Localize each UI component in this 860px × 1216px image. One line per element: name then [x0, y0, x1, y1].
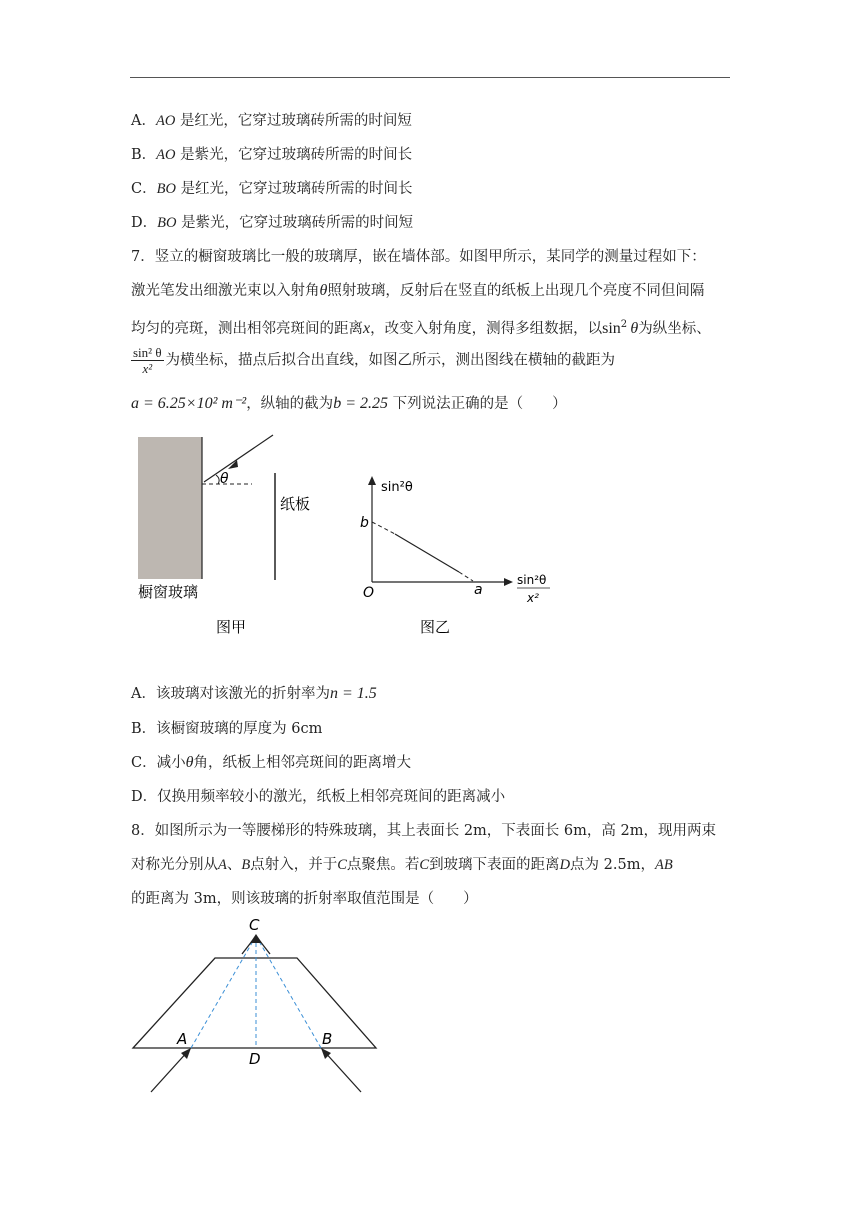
point-a-label: A — [177, 1030, 188, 1048]
figure-jia — [130, 425, 320, 640]
point-b-label: B — [322, 1030, 333, 1048]
q7-line-4: $\frac{\text{sin² θ}}{\text{x²}}$ 为横坐标，描点后拟合出直线，如图乙所示，测出图线在横轴的截距为 — [133, 345, 616, 376]
figure-yi — [355, 470, 565, 640]
figure-jia-caption: 图甲 — [216, 618, 247, 636]
fit-line — [395, 534, 459, 572]
q8-line-1: 8．如图所示为一等腰梯形的特殊玻璃，其上表面长 2m，下表面长 6m，高 2m，现用两束 — [131, 823, 716, 839]
q6-option-b: B．AO 是紫光，它穿过玻璃砖所需的时间长 — [131, 147, 413, 163]
angle-arc — [216, 475, 219, 484]
fit-line-extension-left — [372, 522, 395, 534]
q7-line-2: 激光笔发出细激光束以入射角θ照射玻璃，反射后在竖直的纸板上出现几个亮度不同但间隔 — [131, 282, 705, 299]
q7-option-c: C．减小θ角，纸板上相邻亮斑间的距离增大 — [131, 754, 411, 771]
left-dashed-ray — [191, 936, 256, 1048]
right-dashed-ray — [256, 936, 321, 1048]
q7-line-1: 7．竖立的橱窗玻璃比一般的玻璃厚，嵌在墙体部。如图甲所示，某同学的测量过程如下： — [131, 249, 706, 265]
b-label: b — [360, 515, 369, 531]
trapezoid-glass — [133, 958, 376, 1048]
glass-block — [138, 437, 202, 579]
figure-q8-trapezoid — [125, 912, 390, 1102]
q7-option-d: D．仅换用频率较小的激光，纸板上相邻亮斑间的距离减小 — [131, 789, 506, 805]
incident-ray-left — [151, 1050, 189, 1092]
fit-line-extension-right — [459, 572, 473, 581]
a-label: a — [474, 582, 483, 598]
theta-label: θ — [220, 471, 229, 487]
q7-line-5: a = 6.25×10² m⁻²，纵轴的截为b = 2.25 下列说法正确的是（ ） — [131, 395, 567, 412]
point-c-label: C — [249, 916, 260, 934]
y-axis-label: sin²θ — [381, 480, 413, 495]
y-axis-arrow — [368, 476, 376, 485]
x-axis-arrow — [504, 578, 513, 586]
q8-line-3: 的距离为 3m，则该玻璃的折射率取值范围是（ ） — [131, 891, 478, 907]
point-d-label: D — [249, 1050, 261, 1068]
q6-option-d: D．BO 是紫光，它穿过玻璃砖所需的时间短 — [131, 215, 414, 231]
figure-yi-caption: 图乙 — [420, 618, 451, 636]
x-axis-label-den: x² — [527, 591, 539, 605]
header-rule — [130, 77, 730, 78]
q7-option-a: A．该玻璃对该激光的折射率为n = 1.5 — [131, 685, 377, 702]
x-axis-label-num: sin²θ — [517, 573, 547, 587]
glass-label: 橱窗玻璃 — [138, 583, 199, 601]
q6-option-c: C．BO 是红光，它穿过玻璃砖所需的时间长 — [131, 181, 413, 197]
incident-ray-right — [323, 1050, 361, 1092]
convergence-arrowhead — [250, 934, 262, 943]
fraction-sin2theta-over-x2: $\frac{\text{sin² θ}}{\text{x²}}$ — [133, 345, 162, 376]
q6-option-a: A．AO 是红光，它穿过玻璃砖所需的时间短 — [131, 113, 412, 129]
q8-line-2: 对称光分别从A、B点射入，并于C点聚焦。若C到玻璃下表面的距离D点为 2.5m，AB — [131, 857, 673, 873]
q7-option-b: B．该橱窗玻璃的厚度为 6cm — [131, 721, 323, 737]
paper-board-label: 纸板 — [280, 495, 311, 513]
q7-line-3: 均匀的亮斑，测出相邻亮斑间的距离x，改变入射角度，测得多组数据，以$\sin^2 \theta$为纵坐标、 — [131, 319, 711, 337]
origin-label: O — [363, 585, 375, 601]
laser-beam — [204, 435, 273, 482]
